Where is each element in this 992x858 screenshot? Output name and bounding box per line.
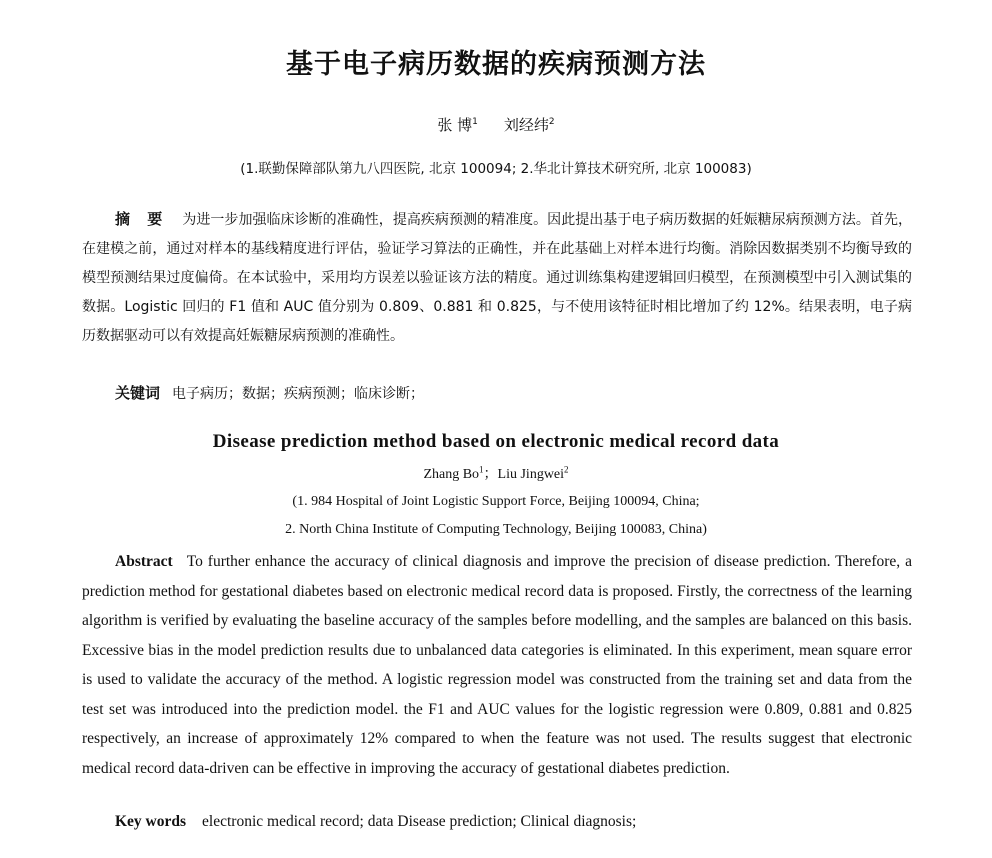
chinese-abstract-text: 为进一步加强临床诊断的准确性，提高疾病预测的精准度。因此提出基于电子病历数据的妊娠糖尿病预测方法。首先，在建模之前，通过对样本的基线精度进行评估，验证学习算法的正确性，并在此基础上对样本进行均衡。消除因数据类别不均衡导致的模型预测结果过度偏倚。在本试验中，采用均方误差以验证该方法的精度。通过训练集构建逻辑回归模型，在预测模型中引入测试集的数据。Logistic 回归的 F1 值和 AUC 值分别为 0.809、0.881 和 0.825，与不使用该特征时相比增加了约 12%。结果表明，电子病历数据驱动可以有效提高妊娠糖尿病预测的准确性。	[82, 212, 912, 344]
english-title: Disease prediction method based on electronic medical record data	[212, 431, 780, 452]
chinese-title: 基于电子病历数据的疾病预测方法	[286, 49, 706, 79]
chinese-affiliation: (1.联勤保障部队第九八四医院, 北京 100094; 2.华北计算技术研究所, 北京 100083)	[240, 161, 752, 177]
chinese-keywords	[115, 382, 424, 403]
chinese-keywords-label: 关键词	[115, 384, 161, 402]
english-abstract-label: Abstract	[115, 553, 173, 570]
english-abstract	[82, 547, 912, 783]
english-keywords	[115, 813, 636, 831]
english-author-2: Liu Jingwei	[497, 467, 565, 482]
chinese-author-1-affiliation-mark: 1	[472, 117, 478, 127]
chinese-abstract	[82, 205, 912, 351]
chinese-authors	[0, 114, 992, 135]
author-separator: ；	[483, 467, 498, 482]
chinese-keywords-text: 电子病历；数据；疾病预测；临床诊断；	[172, 386, 425, 402]
chinese-author-2-affiliation-mark: 2	[548, 117, 555, 127]
english-affiliation-line-2: 2. North China Institute of Computing Technology, Beijing 100083, China)	[285, 522, 707, 537]
english-affiliation-line-1: (1. 984 Hospital of Joint Logistic Support Force, Beijing 100094, China;	[292, 494, 700, 509]
chinese-author-2: 刘经纬	[503, 116, 549, 134]
english-author-2-affiliation-mark: 2	[564, 464, 569, 475]
english-keywords-text: electronic medical record; data Disease prediction; Clinical diagnosis;	[202, 813, 637, 830]
chinese-author-1: 张 博	[437, 116, 473, 134]
english-abstract-text: To further enhance the accuracy of clinical diagnosis and improve the precision of disease prediction. Therefore, a prediction method for gestational diabetes based on electronic medical record data is proposed. Firstly, the correctness of the learning algorithm is verified by evaluating the baseline accuracy of the samples before modelling, and the samples are balanced on this basis. Excessive bias in the model prediction results due to unbalanced data categories is eliminated. In this experiment, mean square error is used to validate the accuracy of the method. A logistic regression model was constructed from the training set and data from the test set was introduced into the prediction model. the F1 and AUC values for the logistic regression were 0.809, 0.881 and 0.825 respectively, an increase of approximately 12% compared to when the feature was not used. The results suggest that electronic medical record data-driven can be effective in improving the accuracy of gestational diabetes prediction.	[82, 553, 912, 777]
english-author-1-affiliation-mark: 1	[479, 464, 484, 475]
english-keywords-label: Key words	[115, 813, 187, 830]
chinese-abstract-label: 摘 要	[115, 210, 169, 228]
english-author-1: Zhang Bo	[423, 467, 480, 482]
english-authors	[0, 463, 992, 483]
